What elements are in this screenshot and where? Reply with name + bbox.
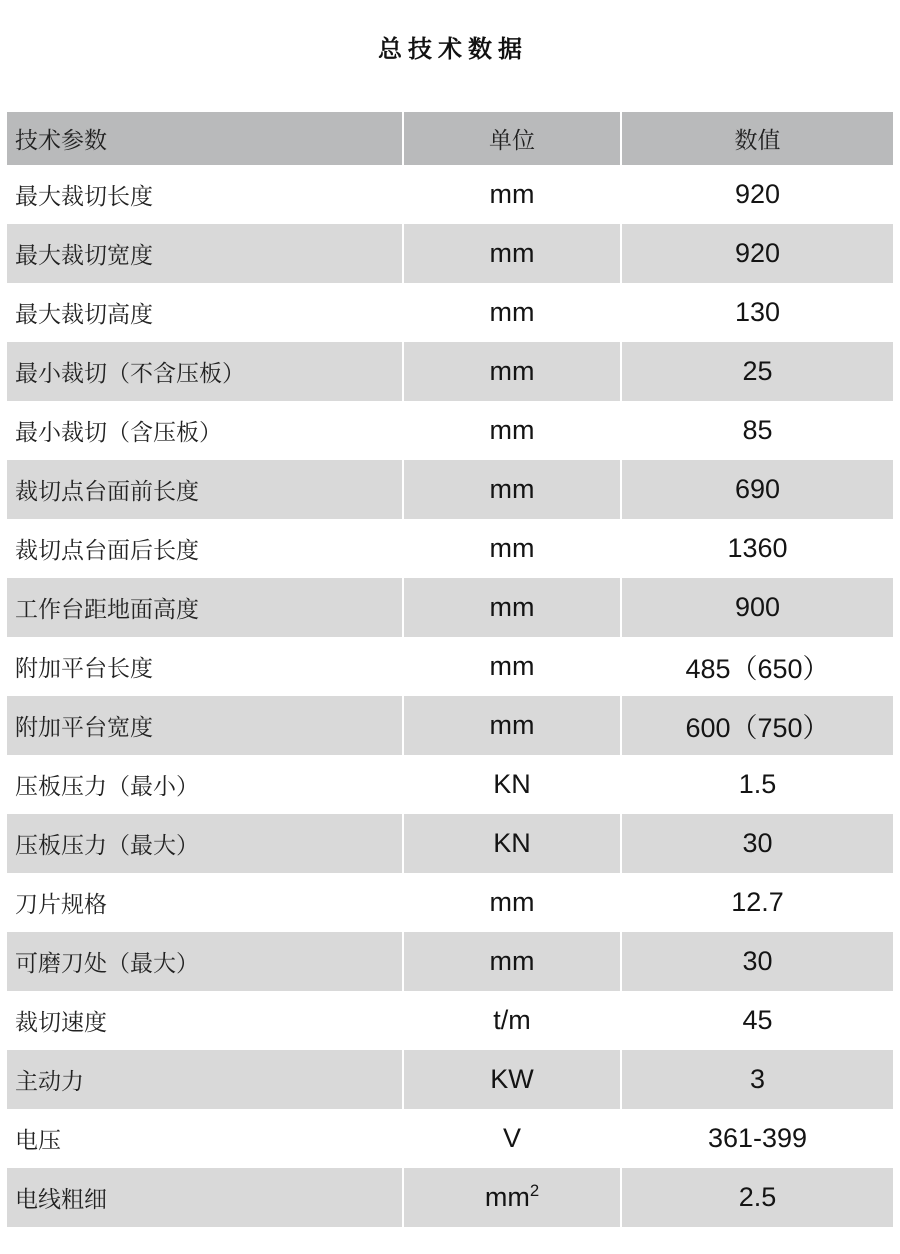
cell-unit: mm — [403, 578, 621, 637]
cell-param: 附加平台长度 — [15, 656, 153, 681]
table-row — [7, 519, 893, 578]
cell-param: 最小裁切（不含压板） — [7, 342, 403, 401]
cell-param: 电压 — [15, 1128, 61, 1153]
table-row — [7, 1109, 893, 1168]
cell-value: 485（650） — [621, 637, 893, 696]
cell-param: 最小裁切（含压板） — [15, 420, 222, 445]
cell-param: 最大裁切高度 — [15, 302, 153, 327]
cell-value: 12.7 — [621, 873, 893, 932]
cell-param: 工作台距地面高度 — [7, 578, 403, 637]
cell-value: 900 — [621, 578, 893, 637]
spec-table-body — [7, 165, 893, 1227]
cell-unit: mm — [403, 224, 621, 283]
cell-param: 裁切速度 — [15, 1010, 107, 1035]
table-row — [7, 342, 893, 401]
table-header-row — [7, 112, 893, 165]
cell-unit: mm — [403, 401, 621, 460]
cell-unit: mm — [403, 696, 621, 755]
cell-unit: KN — [403, 814, 621, 873]
cell-unit: mm — [403, 283, 621, 342]
cell-value: 600（750） — [621, 696, 893, 755]
table-row — [7, 460, 893, 519]
table-row — [7, 401, 893, 460]
cell-value: 690 — [621, 460, 893, 519]
cell-value: 30 — [621, 932, 893, 991]
cell-param: 压板压力（最大） — [7, 814, 403, 873]
table-row — [7, 755, 893, 814]
cell-param: 可磨刀处（最大） — [7, 932, 403, 991]
table-row — [7, 932, 893, 991]
cell-value: 1.5 — [621, 755, 893, 814]
cell-param: 压板压力（最小） — [15, 774, 199, 799]
cell-unit: mm — [403, 342, 621, 401]
column-header-parameter: 技术参数 — [7, 112, 403, 165]
table-row — [7, 283, 893, 342]
cell-value: 920 — [621, 224, 893, 283]
cell-unit: $mm^2$ — [403, 1168, 621, 1227]
cell-param: 附加平台宽度 — [7, 696, 403, 755]
cell-value: 361-399 — [621, 1109, 893, 1168]
cell-unit: mm — [403, 637, 621, 696]
cell-unit: KN — [403, 755, 621, 814]
cell-param: 电线粗细 — [7, 1168, 403, 1227]
table-row — [7, 637, 893, 696]
cell-unit: mm — [403, 519, 621, 578]
cell-unit: V — [403, 1109, 621, 1168]
cell-unit: t/m — [403, 991, 621, 1050]
table-row — [7, 1168, 893, 1227]
cell-value: 25 — [621, 342, 893, 401]
cell-value: 45 — [621, 991, 893, 1050]
table-row — [7, 991, 893, 1050]
cell-value: 85 — [621, 401, 893, 460]
table-row — [7, 873, 893, 932]
cell-param: 最大裁切宽度 — [7, 224, 403, 283]
table-row — [7, 696, 893, 755]
page-title: 总技术数据 — [378, 36, 528, 63]
cell-value: 920 — [621, 165, 893, 224]
cell-param: 裁切点台面后长度 — [15, 538, 199, 563]
column-header-value: 数值 — [621, 112, 893, 165]
cell-param: 刀片规格 — [15, 892, 107, 917]
table-row — [7, 165, 893, 224]
cell-value: 1360 — [621, 519, 893, 578]
cell-unit: mm — [403, 165, 621, 224]
cell-value: 30 — [621, 814, 893, 873]
cell-value: 3 — [621, 1050, 893, 1109]
column-header-unit: 单位 — [403, 112, 621, 165]
table-row — [7, 814, 893, 873]
cell-param: 裁切点台面前长度 — [7, 460, 403, 519]
cell-value: 2.5 — [621, 1168, 893, 1227]
table-row — [7, 578, 893, 637]
table-row — [7, 1050, 893, 1109]
cell-param: 主动力 — [7, 1050, 403, 1109]
spec-table — [7, 112, 893, 1227]
cell-param: 最大裁切长度 — [15, 184, 153, 209]
cell-unit: mm — [403, 932, 621, 991]
cell-unit: mm — [403, 873, 621, 932]
cell-unit: KW — [403, 1050, 621, 1109]
cell-value: 130 — [621, 283, 893, 342]
cell-unit: mm — [403, 460, 621, 519]
table-row — [7, 224, 893, 283]
